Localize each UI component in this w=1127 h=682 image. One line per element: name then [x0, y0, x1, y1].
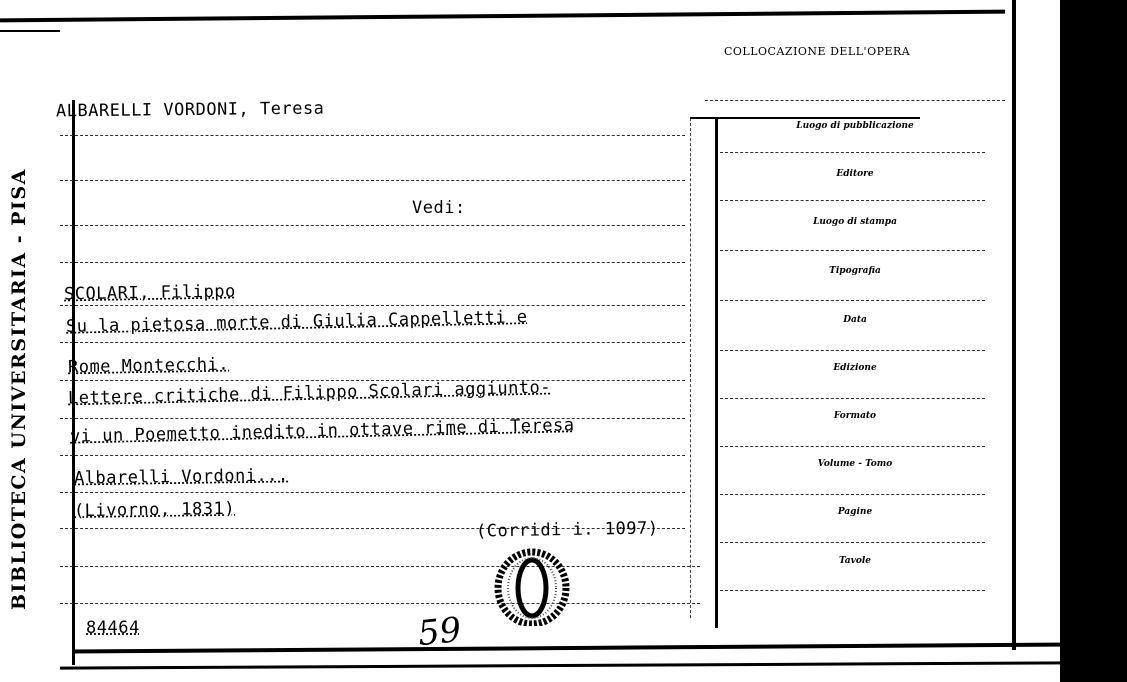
field-line: [720, 350, 985, 351]
field-luogo-stampa: Luogo di stampa: [813, 217, 897, 227]
right-column-top: [690, 117, 920, 119]
ruling-line: [60, 225, 685, 226]
field-line: [720, 250, 985, 251]
ruling-line: [60, 603, 700, 604]
entry-line-5: vi un Poemetto inedito in ottave rime di Teresa: [69, 415, 575, 447]
field-formato: Formato: [833, 411, 877, 421]
ruling-line: [60, 492, 685, 493]
field-volume-tomo: Volume - Tomo: [817, 459, 893, 469]
right-black-edge: [1060, 0, 1127, 682]
field-line: [720, 446, 985, 447]
ruling-line: [60, 455, 685, 456]
right-frame-line: [1012, 0, 1016, 650]
field-line: [720, 590, 985, 591]
handwritten-number: 59: [416, 609, 464, 655]
top-border: [0, 10, 1005, 23]
field-pagine: Pagine: [837, 507, 873, 517]
entry-line-2: Su la pietosa morte di Giulia Cappelletti e: [65, 307, 528, 337]
field-line: [720, 300, 985, 301]
left-frame-line: [72, 100, 75, 665]
field-tipografia: Tipografia: [829, 266, 881, 276]
entry-line-7: (Livorno, 1831): [73, 498, 236, 522]
see-reference-label: Vedi:: [412, 198, 466, 218]
ruling-line: [60, 566, 700, 567]
bottom-border-2: [60, 661, 1070, 669]
reference-note: (Corridi i. 1097): [475, 518, 659, 542]
field-data: Data: [843, 315, 867, 325]
field-editore: Editore: [836, 169, 874, 179]
ruling-line: [60, 342, 685, 343]
top-border-thin: [0, 30, 60, 32]
ruling-line: [60, 135, 685, 136]
ruling-line: [60, 305, 685, 306]
field-line: [720, 152, 985, 153]
field-line: [720, 494, 985, 495]
field-line: [720, 200, 985, 201]
author-heading: ALBARELLI VORDONI, Teresa: [55, 98, 325, 122]
bottom-border: [72, 643, 1072, 654]
field-tavole: Tavole: [838, 556, 872, 566]
entry-line-1: SCOLARI, Filippo: [63, 281, 236, 305]
field-edizione: Edizione: [833, 363, 877, 373]
collocation-header: COLLOCAZIONE DELL'OPERA: [724, 45, 911, 58]
field-line: [720, 542, 985, 543]
ruling-line: [60, 180, 685, 181]
library-stamp-icon: [492, 548, 572, 626]
library-spine-label: BIBLIOTECA UNIVERSITARIA - PISA: [8, 168, 30, 610]
field-line: [705, 100, 1005, 101]
ruling-line: [60, 262, 685, 263]
entry-line-4: Lettere critiche di Filippo Scolari aggiunto-: [67, 377, 552, 409]
entry-line-6: Albarelli Vordoni...: [73, 465, 289, 489]
left-column-divider: [690, 118, 691, 618]
field-luogo-pubblicazione: Luogo di pubblicazione: [796, 121, 914, 131]
inventory-number: 84464: [86, 618, 140, 638]
entry-line-3: Rome Montecchi.: [67, 354, 230, 378]
field-line: [720, 398, 985, 399]
right-column-divider: [715, 118, 718, 628]
